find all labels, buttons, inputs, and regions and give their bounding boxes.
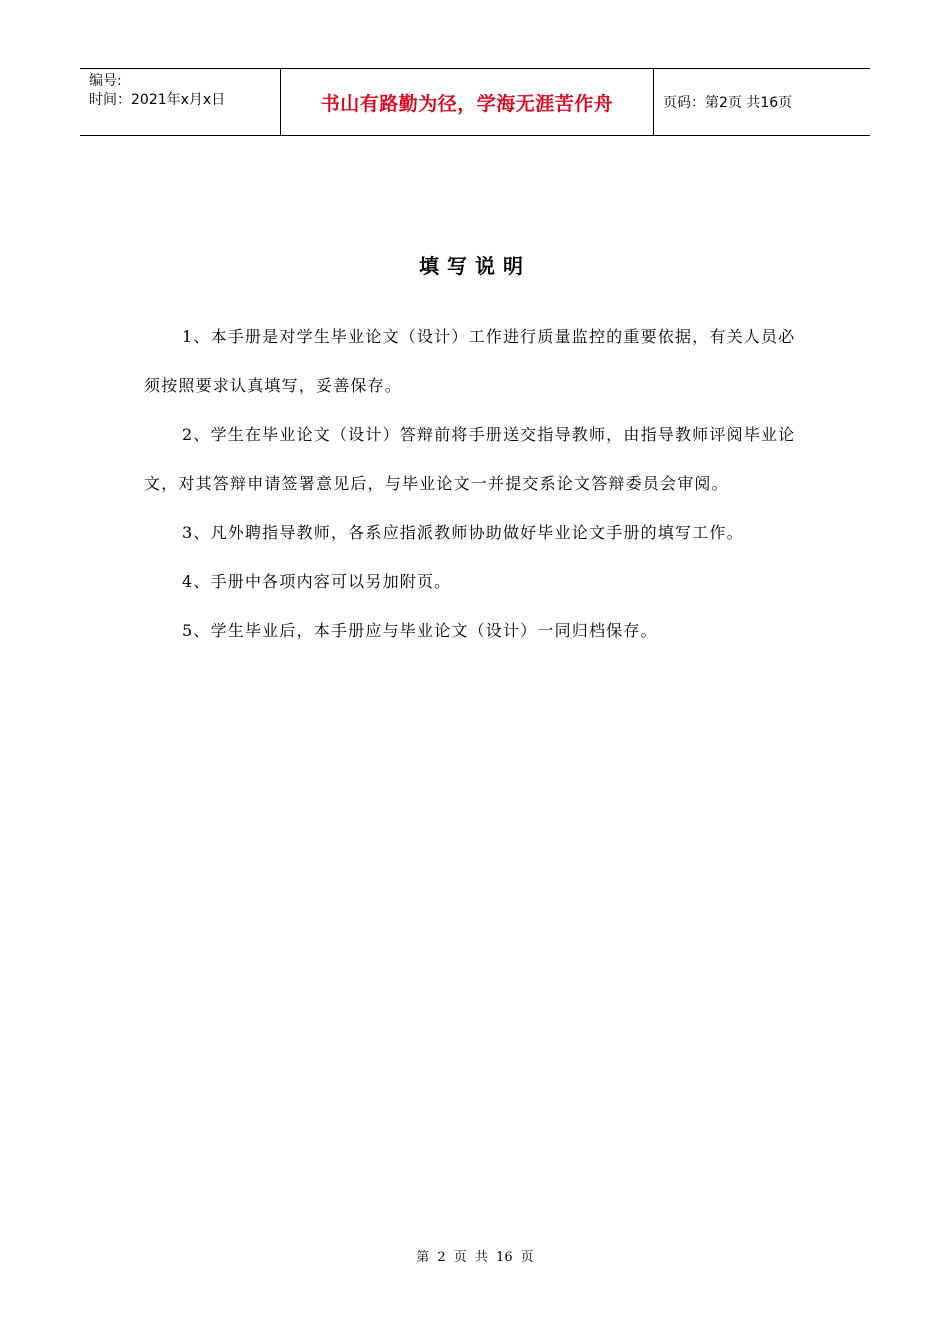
paragraph-2: 2、学生在毕业论文（设计）答辩前将手册送交指导教师，由指导教师评阅毕业论文，对其答辩申请签署意见后，与毕业论文一并提交系论文答辩委员会审阅。	[144, 425, 796, 493]
paragraph-1: 1、本手册是对学生毕业论文（设计）工作进行质量监控的重要依据，有关人员必须按照要求认真填写，妥善保存。	[144, 327, 796, 395]
header-meta-cell	[80, 69, 281, 135]
document-body	[144, 312, 808, 655]
header-motto: 书山有路勤为径，学海无涯苦作舟	[281, 69, 654, 135]
time-label: 时间：2021年x月x日	[89, 92, 226, 108]
paragraph-5: 5、学生毕业后，本手册应与毕业论文（设计）一同归档保存。	[182, 621, 658, 640]
paragraph-4: 4、手册中各项内容可以另加附页。	[182, 572, 452, 591]
document-title: 填写说明	[419, 254, 531, 278]
page-header	[80, 68, 870, 136]
paragraph-3: 3、凡外聘指导教师，各系应指派教师协助做好毕业论文手册的填写工作。	[182, 523, 744, 542]
serial-label: 编号:	[89, 73, 122, 89]
header-page-info: 页码：第2页 共16页	[663, 95, 793, 111]
page-footer: 第 2 页 共 16 页	[416, 1250, 534, 1265]
